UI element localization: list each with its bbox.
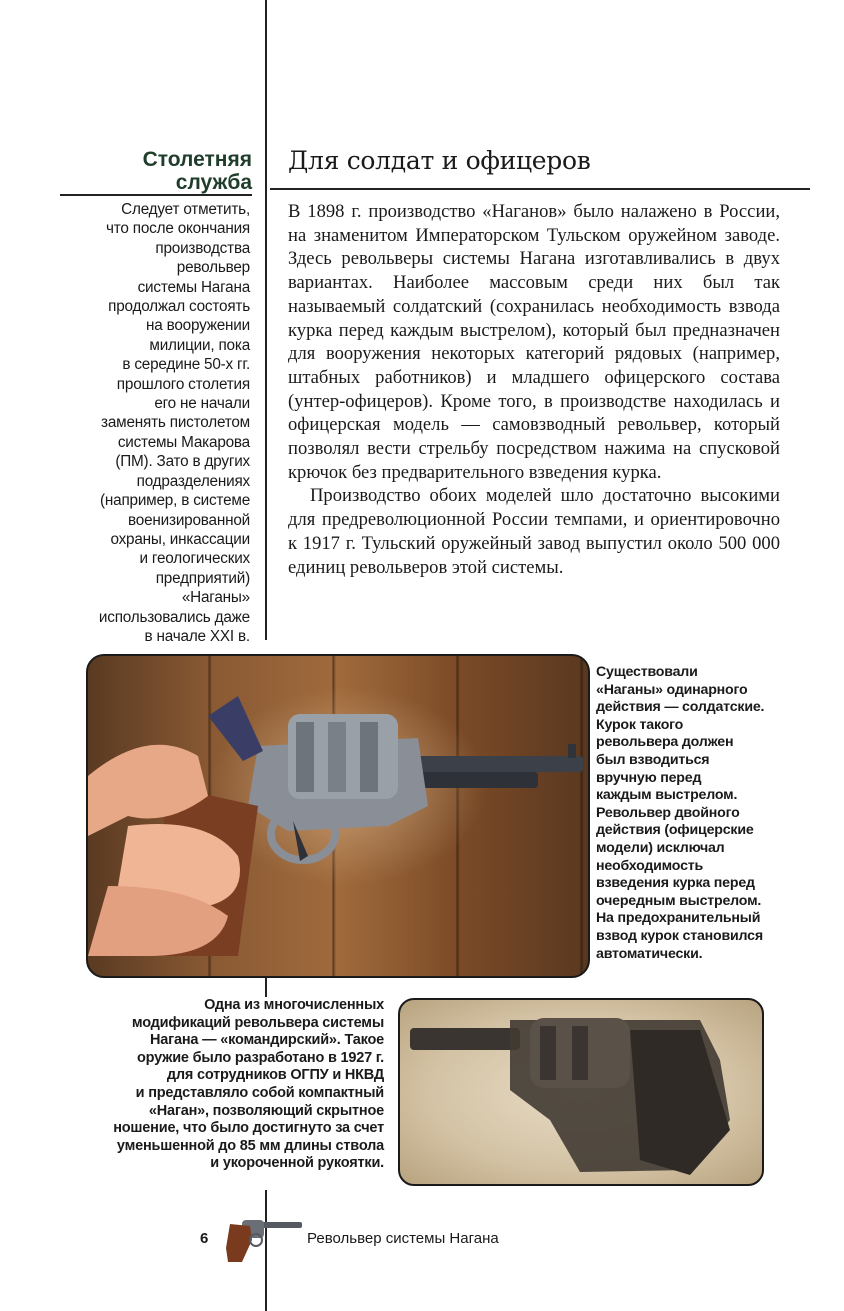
sidebar-line: его не начали	[154, 395, 250, 413]
sidebar-title-line: Столетняя	[142, 148, 252, 171]
page-number: 6	[200, 1230, 209, 1247]
caption-line: револьвера должен	[596, 734, 734, 751]
caption-line: действия — солдатские.	[596, 699, 765, 716]
sidebar-line: на вооружении	[145, 317, 250, 335]
sidebar-line: заменять пистолетом	[101, 414, 250, 432]
caption-line: очередным выстрелом.	[596, 892, 762, 909]
sidebar-title-line: служба	[175, 171, 252, 194]
column-divider	[265, 0, 267, 640]
caption-line: Нагана — «командирский». Такое	[150, 1032, 384, 1049]
caption-line: ношение, что было достигнуто за счет	[113, 1120, 384, 1137]
caption-line: необходимость	[596, 857, 704, 874]
sidebar-line: Следует отметить,	[121, 201, 250, 218]
sidebar-line: милиции, пока	[149, 336, 250, 354]
caption-line: и укороченной рукоятки.	[210, 1155, 384, 1172]
caption-line: Одна из многочисленных	[204, 997, 384, 1013]
caption-line: Револьвер двойного	[596, 804, 740, 821]
paragraph: Производство обоих моделей шло достаточно высокими для предреволюционной России темпами, и ориентировочно к 1917 г. Тульский оружейный завод выпустил около 500 000 единиц револьверов этой системы.	[288, 485, 780, 578]
caption-line: и представляло собой компактный	[135, 1084, 384, 1101]
caption-line: Существовали	[596, 664, 698, 680]
title-rule	[270, 188, 810, 190]
book-title: Револьвер системы Нагана	[307, 1230, 499, 1247]
sidebar-line: в середине 50-х гг.	[122, 356, 250, 374]
sidebar-line: подразделениях	[136, 472, 250, 490]
sidebar-text	[60, 200, 250, 646]
sidebar-line: револьвер	[176, 259, 250, 277]
caption-line: уменьшенной до 85 мм длины ствола	[116, 1137, 384, 1154]
revolver-photo	[86, 654, 590, 978]
caption-line: действия (офицерские	[596, 822, 754, 839]
sidebar-line: (ПМ). Зато в других	[115, 453, 250, 471]
caption-line: взведения курка перед	[596, 875, 755, 892]
revolver-in-hand-illustration	[88, 656, 588, 976]
main-text	[288, 200, 780, 579]
sidebar-line: что после окончания	[106, 220, 250, 238]
caption-line: Курок такого	[596, 716, 684, 733]
caption-line: вручную перед	[596, 769, 702, 786]
sidebar-line: прошлого столетия	[116, 375, 250, 393]
sidebar-line: системы Макарова	[117, 433, 250, 451]
sidebar-line: использовались даже	[98, 608, 250, 626]
sidebar-line: военизированной	[128, 511, 250, 529]
photo-caption	[596, 664, 796, 963]
caption-line: оружие было разработано в 1927 г.	[136, 1049, 384, 1066]
sidebar-line: производства	[155, 239, 250, 257]
sidebar-rule	[60, 194, 252, 196]
sidebar-line: (например, в системе	[100, 492, 250, 510]
page-title: Для солдат и офицеров	[288, 146, 591, 175]
caption-line: «Наганы» одинарного	[596, 681, 748, 698]
caption-line: каждым выстрелом.	[596, 787, 738, 804]
sidebar-line: системы Нагана	[137, 278, 250, 296]
commander-revolver-photo	[398, 998, 764, 1186]
caption-line: На предохранительный	[596, 910, 761, 927]
caption-line: автоматически.	[596, 945, 703, 962]
sidebar-line: предприятий)	[155, 569, 250, 587]
sidebar-line: и геологических	[139, 550, 250, 568]
caption-line: «Наган», позволяющий скрытное	[148, 1102, 384, 1119]
caption-line: был взводиться	[596, 751, 710, 768]
sidebar-line: в начале XXI в.	[144, 627, 250, 645]
caption-line: модификаций револьвера системы	[131, 1014, 384, 1031]
sidebar-line: охраны, инкассации	[110, 530, 250, 548]
column-divider-lower	[265, 975, 267, 997]
caption-line: модели) исключал	[596, 839, 725, 856]
caption-line: взвод курок становился	[596, 927, 763, 944]
caption-line: для сотрудников ОГПУ и НКВД	[166, 1067, 384, 1084]
commander-revolver-illustration	[400, 1000, 762, 1184]
revolver-icon	[222, 1218, 304, 1264]
sidebar-line: продолжал состоять	[108, 298, 250, 316]
sidebar-line: «Наганы»	[181, 589, 250, 607]
photo-caption	[88, 997, 384, 1173]
sidebar-title	[60, 148, 252, 194]
paragraph: В 1898 г. производство «Наганов» было налажено в России, на знаменитом Императорском Тульском оружейном заводе. Здесь револьверы системы Нагана изготавливались в двух вариантах. Наиболее массовым среди них был так называемый солдатский (сохранилась необходимость взвода курка перед каждым выстрелом), который был предназначен для вооружения некоторых категорий рядовых (например, штабных работников) и младшего офицерского состава (унтер-офицеров). Кроме того, в производстве находилась и офицерская модель — самовзводный револьвер, который позволял вести стрельбу посредством нажима на спусковой крючок без предварительного взведения курка.	[288, 201, 780, 483]
